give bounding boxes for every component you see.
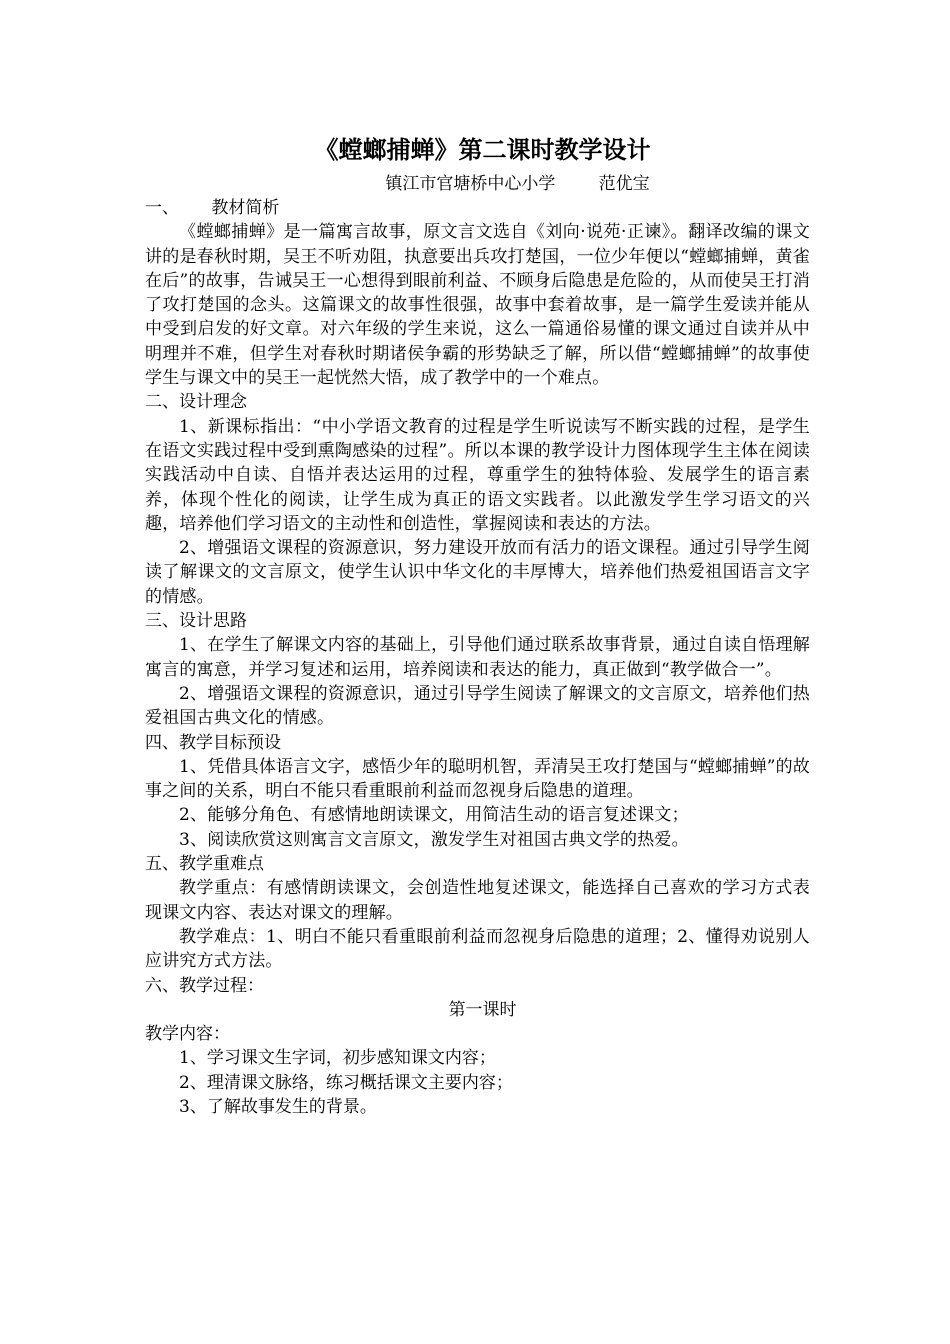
paragraph: 2、增强语文课程的资源意识，努力建设开放而有活力的语文课程。通过引导学生阅读了解课文的文言原文，使学生认识中华文化的丰厚博大，培养他们热爱祖国语言文字的情感。 xyxy=(145,538,810,607)
section-heading-5: 五、教学重难点 xyxy=(145,854,264,875)
document-title: 《螳螂捕蝉》第二课时教学设计 xyxy=(314,136,651,164)
paragraph: 1、凭借具体语言文字，感悟少年的聪明机智，弄清吴王攻打楚国与“螳螂捕蝉”的故事之间的关系，明白不能只看重眼前利益而忽视身后隐患的道理。 xyxy=(145,756,810,802)
paragraph: 1、在学生了解课文内容的基础上，引导他们通过联系故事背景，通过自读自悟理解寓言的寓意，并学习复述和运用，培养阅读和表达的能力，真正做到“教学做合一”。 xyxy=(145,635,810,680)
paragraph: 3、阅读欣赏这则寓言文言原文，激发学生对祖国古典文学的热爱。 xyxy=(179,829,689,850)
paragraph: 2、增强语文课程的资源意识，通过引导学生阅读了解课文的文言原文，培养他们热爱祖国古典文化的情感。 xyxy=(145,683,810,729)
list-item: 2、理清课文脉络，练习概括课文主要内容； xyxy=(179,1072,513,1093)
paragraph: 1、新课标指出：“中小学语文教育的过程是学生听说读写不断实践的过程，是学生在语文实践过程中受到熏陶感染的过程”。所以本课的教学设计力图体现学生主体在阅读实践活动中自读、自悟并表达运用的过程，尊重学生的独特体验、发展学生的语言素养，体现个性化的阅读，让学生成为真正的语文实践者。以此激发学生学习语文的兴趣，培养他们学习语文的主动性和创造性，掌握阅读和表达的方法。 xyxy=(145,416,810,534)
list-item: 3、了解故事发生的背景。 xyxy=(179,1096,377,1117)
paragraph: 教学难点：1、明白不能只看重眼前利益而忽视身后隐患的道理；2、懂得劝说别人应讲究方式方法。 xyxy=(145,926,810,972)
document-page xyxy=(145,132,810,1119)
content-label: 教学内容： xyxy=(145,1024,230,1045)
section-heading-1: 一、 教材简析 xyxy=(145,198,280,218)
author-line: 镇江市官塘桥中心小学 范优宝 xyxy=(385,174,650,194)
section-heading-4: 四、教学目标预设 xyxy=(145,732,281,753)
paragraph: 《螳螂捕蝉》是一篇寓言故事，原文言文选自《刘向·说苑·正谏》。翻译改编的课文讲的是春秋时期，吴王不听劝阻，执意要出兵攻打楚国，一位少年便以“螳螂捕蝉，黄雀在后”的故事，告诫吴王一心想得到眼前利益、不顾身后隐患是危险的，从而使吴王打消了攻打楚国的念头。这篇课文的故事性很强，故事中套着故事，是一篇学生爱读并能从中受到启发的好文章。对六年级的学生来说，这么一篇通俗易懂的课文通过自读并从中明理并不难，但学生对春秋时期诸侯争霸的形势缺乏了解，所以借“螳螂捕蝉”的故事使学生与课文中的吴王一起恍然大悟，成了教学中的一个难点。 xyxy=(145,222,810,389)
paragraph: 教学重点：有感情朗读课文，会创造性地复述课文，能选择自己喜欢的学习方式表现课文内容、表达对课文的理解。 xyxy=(145,878,810,923)
section-heading-2: 二、设计理念 xyxy=(145,392,247,413)
lesson-title: 第一课时 xyxy=(448,999,517,1020)
section-heading-6: 六、教学过程： xyxy=(145,975,264,996)
section-heading-3: 三、设计思路 xyxy=(145,611,247,632)
list-item: 1、学习课文生字词，初步感知课文内容； xyxy=(179,1048,496,1069)
paragraph: 2、能够分角色、有感情地朗读课文，用简洁生动的语言复述课文； xyxy=(179,805,689,826)
